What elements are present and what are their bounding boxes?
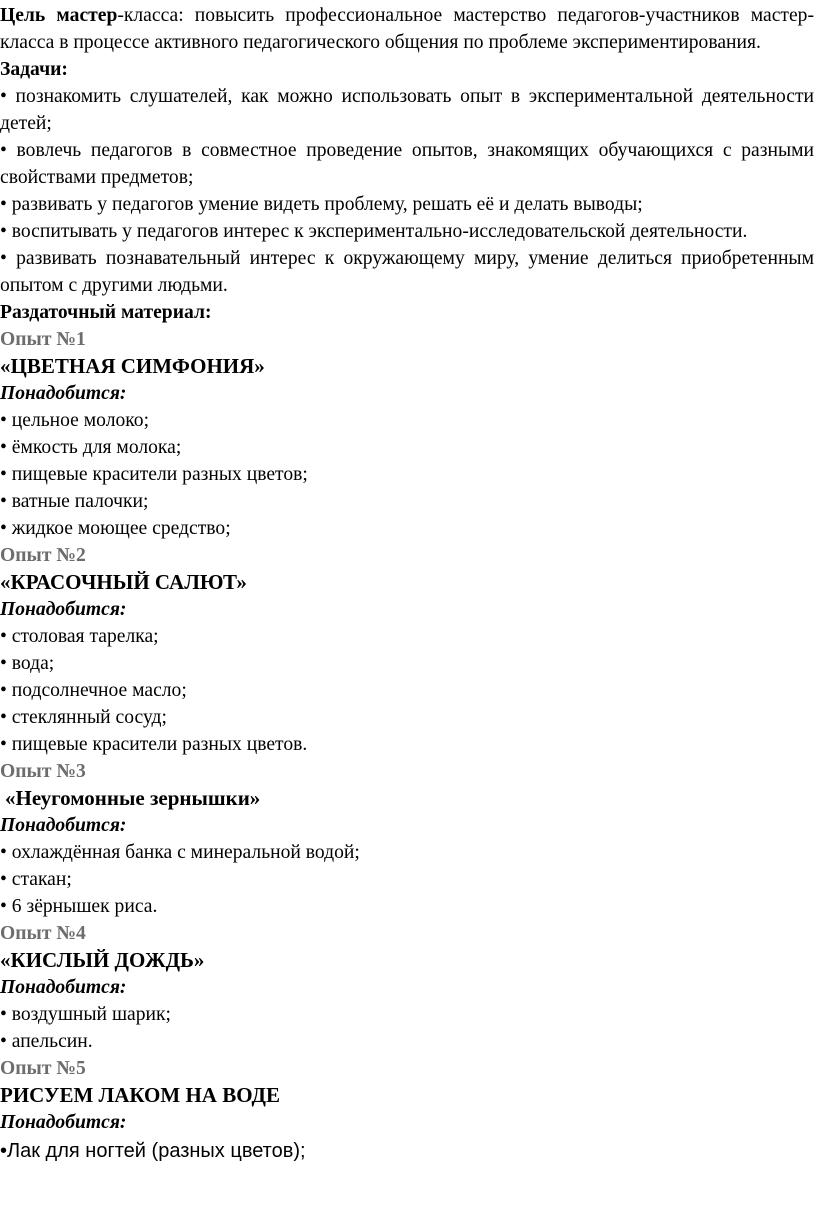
goal-paragraph <box>0 2 814 56</box>
experiment-title: «КИСЛЫЙ ДОЖДЬ» <box>0 948 205 972</box>
material-item: • пищевые красители разных цветов; <box>0 464 308 485</box>
goal-label: Цель мастер <box>0 5 118 26</box>
material-item: • 6 зёрнышек риса. <box>0 896 158 917</box>
experiment-number: Опыт №1 <box>0 329 86 350</box>
material-item: • стеклянный сосуд; <box>0 707 167 728</box>
needs-label: Понадобится: <box>0 599 127 620</box>
needs-label: Понадобится: <box>0 1112 127 1133</box>
task-item: • развивать у педагогов умение видеть проблему, решать её и делать выводы; <box>0 194 643 215</box>
experiment-title: «КРАСОЧНЫЙ САЛЮТ» <box>0 570 247 594</box>
experiment-title: «ЦВЕТНАЯ СИМФОНИЯ» <box>0 354 265 378</box>
task-item: • воспитывать у педагогов интерес к экспериментально-исследовательской деятельности. <box>0 221 748 242</box>
goal-text: -класса: повысить профессиональное мастерство педагогов-участников мастер-класса в процессе активного педагогического общения по проблеме экспериментирования. <box>0 5 814 53</box>
material-item: • ватные палочки; <box>0 491 149 512</box>
material-item: • воздушный шарик; <box>0 1004 171 1025</box>
experiment-number: Опыт №4 <box>0 923 86 944</box>
needs-label: Понадобится: <box>0 383 127 404</box>
experiment-number: Опыт №3 <box>0 761 86 782</box>
task-item: • познакомить слушателей, как можно использовать опыт в экспериментальной деятельности детей; <box>0 86 814 134</box>
material-item: •Лак для ногтей (разных цветов); <box>0 1140 306 1162</box>
material-item: • вода; <box>0 653 55 674</box>
experiment-title: «Неугомонные зернышки» <box>5 786 261 810</box>
handout-heading: Раздаточный материал: <box>0 302 212 323</box>
material-item: • столовая тарелка; <box>0 626 159 647</box>
task-item: • развивать познавательный интерес к окружающему миру, умение делиться приобретенным опытом с другими людьми. <box>0 248 814 296</box>
experiment-number: Опыт №5 <box>0 1058 86 1079</box>
needs-label: Понадобится: <box>0 977 127 998</box>
experiment-title: РИСУЕМ ЛАКОМ НА ВОДЕ <box>0 1083 280 1107</box>
material-item: • жидкое моющее средство; <box>0 518 231 539</box>
material-item: • апельсин. <box>0 1031 93 1052</box>
needs-label: Понадобится: <box>0 815 127 836</box>
tasks-heading: Задачи: <box>0 59 68 80</box>
material-item: • стакан; <box>0 869 72 890</box>
material-item: • пищевые красители разных цветов. <box>0 734 308 755</box>
material-item: • цельное молоко; <box>0 410 150 431</box>
material-item: • ёмкость для молока; <box>0 437 182 458</box>
document-page <box>0 2 814 1166</box>
experiment-number: Опыт №2 <box>0 545 86 566</box>
material-item: • охлаждённая банка с минеральной водой; <box>0 842 360 863</box>
material-item: • подсолнечное масло; <box>0 680 187 701</box>
task-item: • вовлечь педагогов в совместное проведение опытов, знакомящих обучающихся с разными свойствами предметов; <box>0 140 814 188</box>
